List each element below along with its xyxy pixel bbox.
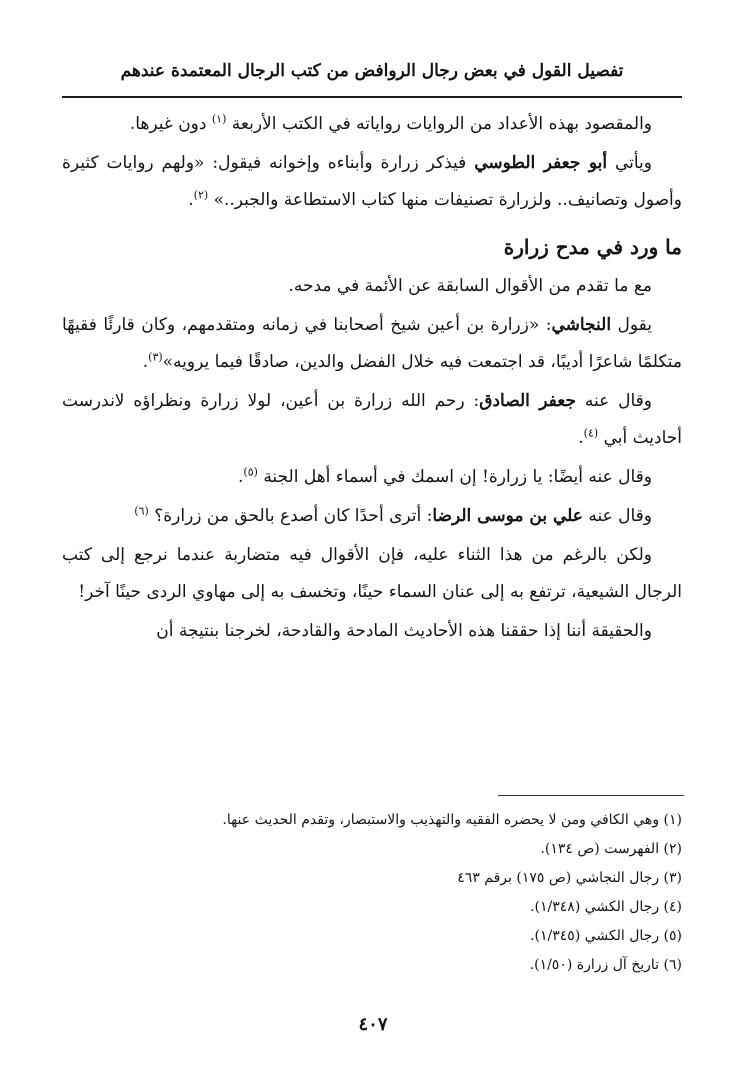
paragraph-3: مع ما تقدم من الأقوال السابقة عن الأئمة في مدحه.: [288, 276, 652, 296]
name-jafar-sadiq: جعفر الصادق: [479, 391, 576, 411]
footnote-6: (٦) تاريخ آل زرارة (١/٥٠).: [529, 957, 682, 973]
footnote-separator: [498, 795, 684, 796]
footnote-ref-3[interactable]: (٣): [148, 350, 163, 364]
footnote-ref-6[interactable]: (٦): [134, 504, 149, 518]
footnote-ref-2[interactable]: (٢): [193, 188, 209, 202]
footnote-2: (٢) الفهرست (ص ١٣٤).: [540, 841, 682, 857]
footnote-4: (٤) رجال الكشي (١/٣٤٨).: [530, 899, 682, 915]
footnote-1: (١) وهي الكافي ومن لا يحضره الفقيه والتهذيب والاستبصار، وتقدم الحديث عنها.: [222, 812, 682, 828]
footnote-ref-4[interactable]: (٤): [583, 426, 599, 440]
paragraph-9: والحقيقة أننا إذا حققنا هذه الأحاديث المادحة والقادحة، لخرجنا بنتيجة أن: [156, 621, 652, 641]
main-text: [62, 106, 682, 652]
running-header: تفصيل القول في بعض رجال الروافض من كتب الرجال المعتمدة عندهم: [120, 61, 624, 81]
header-rule: [62, 96, 682, 98]
paragraph-7: وقال عنه علي بن موسى الرضا: أترى أحدًا كان أصدع بالحق من زرارة؟ $^{(٦)}$: [134, 504, 652, 526]
paragraph-1: والمقصود بهذه الأعداد من الروايات رواياته في الكتب الأربعة $^{(١)}$ دون غيرها.: [129, 112, 652, 134]
paragraph-5: وقال عنه جعفر الصادق: رحم الله زرارة بن أعين، لولا زرارة ونظراؤه لاندرست أحاديث أبي $^{(٤)}$.: [62, 391, 682, 448]
footnote-5: (٥) رجال الكشي (١/٣٤٥).: [530, 928, 682, 944]
footnote-3: (٣) رجال النجاشي (ص ١٧٥) برقم ٤٦٣: [457, 870, 682, 886]
page-number: ٤٠٧: [358, 1014, 388, 1035]
footnotes: [62, 806, 682, 980]
footnote-ref-5[interactable]: (٥): [243, 465, 258, 479]
paragraph-8: ولكن بالرغم من هذا الثناء عليه، فإن الأقوال فيه متضاربة عندما نرجع إلى كتب الرجال الشيعية، ترتفع به إلى عنان السماء حينًا، وتخسف به إلى مهاوي الردى حينًا آخر!: [62, 545, 682, 602]
name-najashi: النجاشي: [551, 315, 612, 335]
paragraph-2: ويأتي أبو جعفر الطوسي فيذكر زرارة وأبناءه وإخوانه فيقول: «ولهم روايات كثيرة وأصول وتصانيف.. ولزرارة تصنيفات منها كتاب الاستطاعة والجبر..» $^{(٢)}$.: [62, 153, 682, 210]
name-ali-rida: علي بن موسى الرضا: [432, 506, 583, 526]
section-heading: ما ورد في مدح زرارة: [503, 235, 682, 259]
paragraph-6: وقال عنه أيضًا: يا زرارة! إن اسمك في أسماء أهل الجنة $^{(٥)}$.: [237, 465, 652, 487]
name-tusi: أبو جعفر الطوسي: [474, 153, 608, 173]
paragraph-4: يقول النجاشي: «زرارة بن أعين شيخ أصحابنا في زمانه ومتقدمهم، وكان قارئًا فقيهًا متكلمًا شاعرًا أديبًا، قد اجتمعت فيه خلال الفضل والدين، صادقًا فيما يرويه»$^{(٣)}$.: [62, 315, 682, 372]
footnote-ref-1[interactable]: (١): [211, 112, 227, 126]
